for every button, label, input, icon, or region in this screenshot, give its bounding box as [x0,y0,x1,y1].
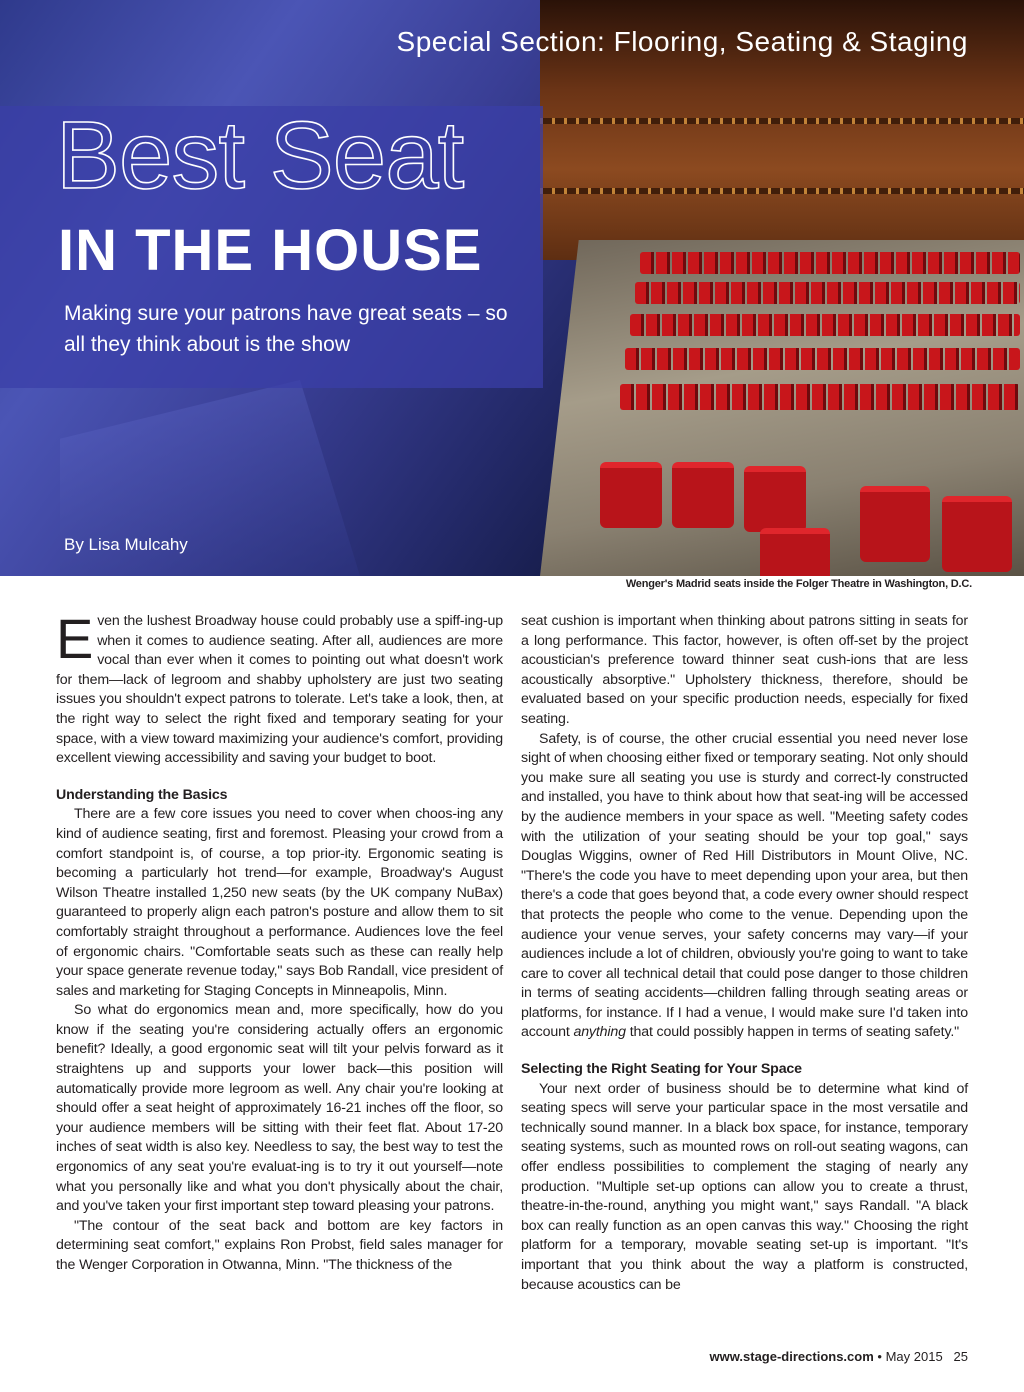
photo-caption: Wenger's Madrid seats inside the Folger Theatre in Washington, D.C. [625,578,972,590]
seat-row [620,384,1020,410]
body-paragraph [521,730,968,1044]
footer-separator: • [877,1349,882,1364]
article-column-right [521,612,968,1295]
byline: By Lisa Mulcahy [64,535,188,554]
page-number: 25 [953,1349,968,1364]
seat [744,466,806,532]
seat [760,528,830,576]
seat-row [630,314,1020,336]
section-heading: Understanding the Basics [56,786,228,803]
deck: Making sure your patrons have great seats – so all they think about is the show [64,302,508,356]
body-paragraph: There are a few core issues you need to cover when choos-ing any kind of audience seating, first and foremost. Pleasing your crowd from a comfort standpoint is, of course, a top prior-ity. Ergonomic seating is becoming a particularly hot trend—for example, Broadway's August Wilson Theatre installed 1,250 new seats (by the UK company NuBax) guaranteed to properly align each patron's posture and allow them to sit comfortably straight throughout a performance. Audiences love the feel of ergonomic chairs. "Comfortable seats such as these can really help your space generate revenue today," says Bob Randall, vice president of sales and marketing for Staging Concepts in Minneapolis, Minn. [56,806,503,999]
section-heading: Selecting the Right Seating for Your Space [521,1061,802,1078]
seat [860,486,930,562]
seat [600,462,662,528]
intro-text: ven the lushest Broadway house could probably use a spiff-ing-up when it comes to audience seating. After all, audiences are more vocal than ever when it comes to pointing out what doesn't work for them—lack of legroom and shabby upholstery are just two seating issues you shouldn't expect patrons to tolerate. Let's take a look, then, at the right way to select the right fixed and temporary seating for your space, with a view toward maximizing your audience's comfort, providing excellent viewing accessibility and saving your budget to boot. [56,613,503,767]
seat-row [635,282,1020,304]
balcony-rail-lower [540,188,1024,194]
seat [672,462,734,528]
hero-photo [0,0,1024,576]
balcony-rail [540,118,1024,124]
body-paragraph: So what do ergonomics mean and, more specifically, how do you know if the seating you're considering actually offers an ergonomic benefit? Ideally, a good ergonomic seat will tilt your pelvis forward as it straightens up and supports your lower back—this position will automatically provide more legroom as well. Any chair you're looking at should offer a seat height of approximately 16-21 inches off the floor, so your audience members will be sitting with their feet flat. About 17-20 inches of seat width is also key. Needless to say, the best way to test the ergonomics of any seat you're evaluat-ing is to try it out yourself—note what you personally like and what you don't physically about the chair, and you've taken your first important step toward pleasing your patrons. [56,1002,503,1215]
body-paragraph: "The contour of the seat back and bottom are key factors in determining seat comfort," explains Ron Probst, field sales manager for the Wenger Corporation in Otwanna, Minn. "The thickness of the [56,1217,503,1273]
seat [942,496,1012,572]
headline-subline: IN THE HOUSE [58,218,483,283]
emphasis: anything [573,1024,626,1041]
seat-row [625,348,1020,370]
issue-date: May 2015 [885,1349,943,1364]
section-label: Special Section: Flooring, Seating & Staging [396,26,968,57]
drop-cap: E [56,607,94,670]
intro-paragraph [56,607,503,769]
body-text: Safety, is of course, the other crucial essential you need never lose sight of when choosing either fixed or temporary seating. Not only should you make sure all seating you use is sturdy and correct-ly constructed and installed, you have to think about how that seat-ing will be accessed by the audience members in your space as well. "Meeting safety codes with the utilization of your seating should be your top goal," says Douglas Wiggins, owner of Red Hill Distributors in Mount Olive, NC. "There's the code you have to meet depending upon your area, but then there's a code that goes beyond that, a code every owner should respect that protects the people who come to the venue. Depending upon the audience your venue serves, your safety concerns may vary—if your audiences include a lot of children, obviously you're going to want to take care to cover all technical detail that could pose danger to those children in terms of seating accidents—children falling through seating areas or platforms, for instance. If I had a venue, I would make sure I'd taken into account [521,730,968,1041]
body-text: that could possibly happen in terms of seating safety." [629,1024,960,1041]
headline: Best Seat [56,102,464,209]
article-column-left [56,607,503,1276]
page-footer [710,1349,968,1364]
seat-row [640,252,1020,274]
website-url: www.stage-directions.com [709,1349,874,1364]
body-paragraph: seat cushion is important when thinking about patrons sitting in seats for a long performance. This factor, however, is often off-set by the project acoustician's preference toward thinner seat cush-ions that are less acoustically absorptive." Upholstery thickness, therefore, should be evaluated based on your specific production needs, especially for fixed seating. [521,613,968,727]
body-paragraph: Your next order of business should be to determine what kind of seating specs will serve your particular space in the most versatile and technically sound manner. In a black box space, for instance, temporary seating systems, such as mounted rows on roll-out seating wagons, can offer endless possibilities to complement the staging of nearly any production. "Multiple set-up options can allow you to create a thrust, theatre-in-the-round, anything you might want," says Randall. "A black box can really function as an open canvas this way." Choosing the right platform for a temporary, movable seating set-up is important. "It's important that you think about the way a platform is constructed, because acoustics can be [521,1080,968,1293]
